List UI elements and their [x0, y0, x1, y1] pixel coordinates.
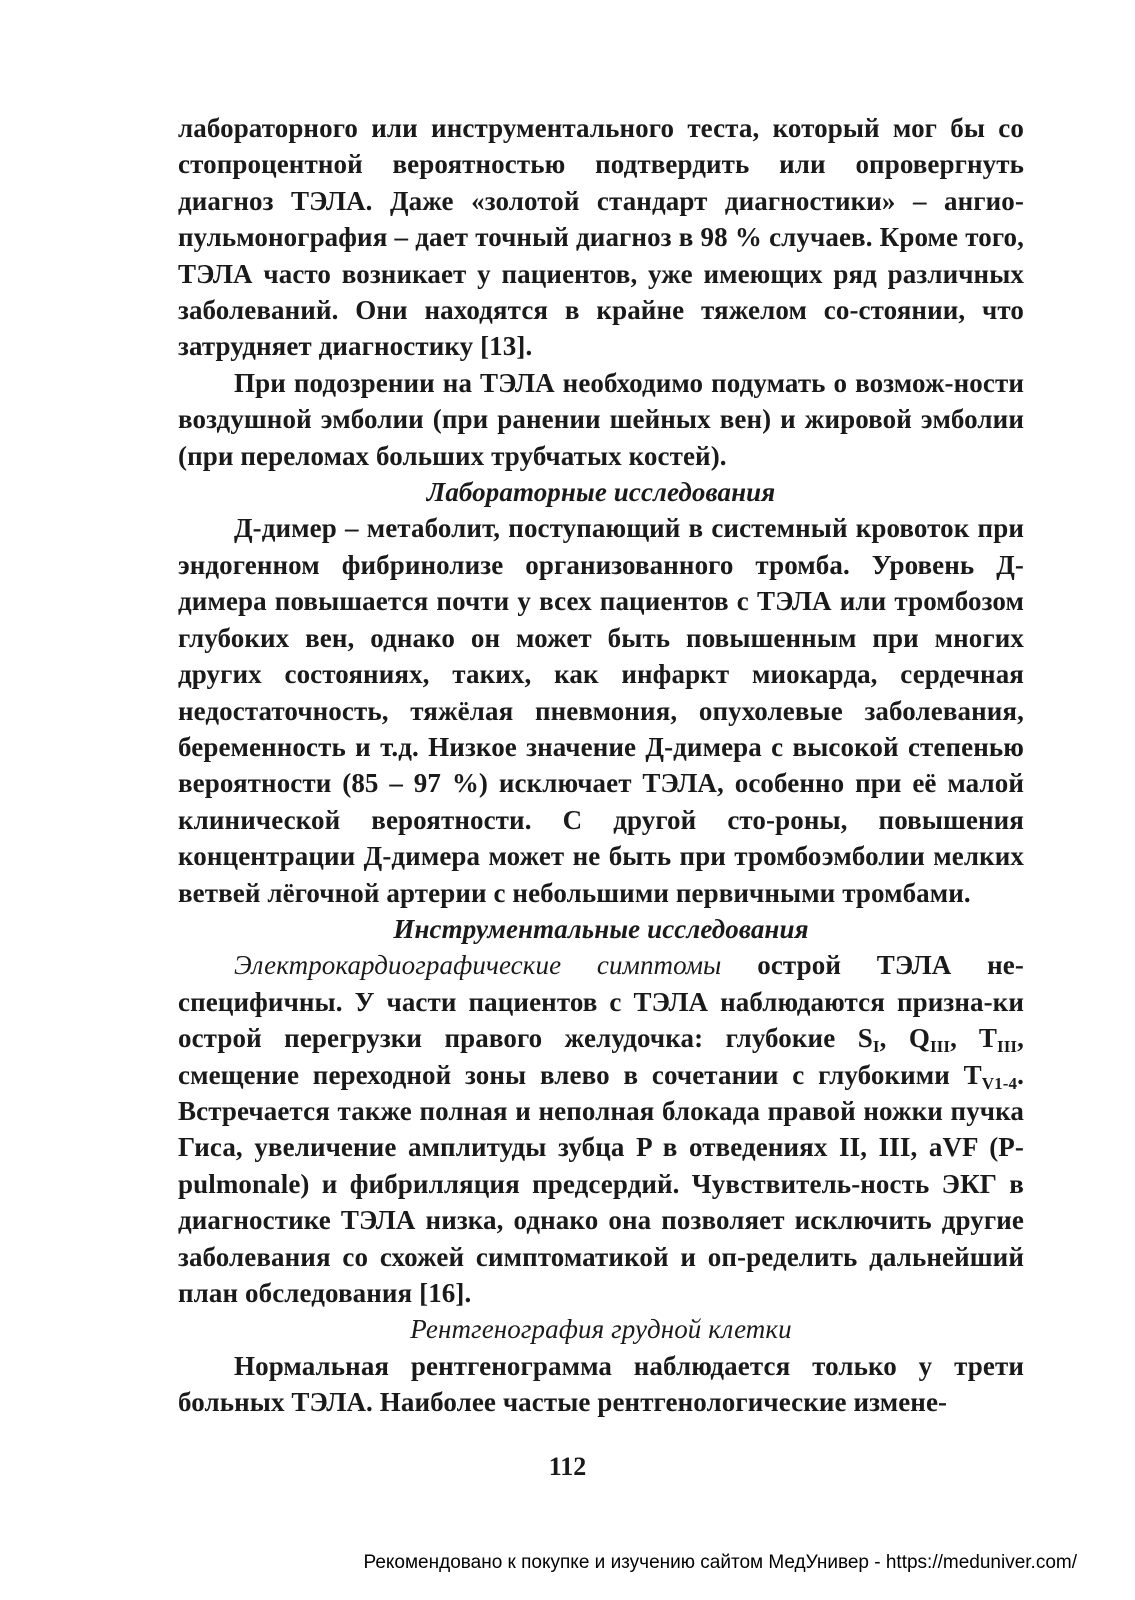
ecg-text-d: , смещение переходной зоны влево в сочетании с глубокими T	[178, 1023, 1024, 1090]
footer-watermark: Рекомендовано к покупке и изучению сайтом МедУнивер - https://meduniver.com/	[363, 1552, 1077, 1573]
ecg-text-c: , T	[950, 1023, 997, 1054]
ecg-text-e: . Встречается также полная и неполная блокада правой ножки пучка Гиса, увеличение амплитуды зубца P в отведениях II, III, aVF (P-pulmonale) и фибрилляция предсердий. Чувствитель-ность ЭКГ в диагностике ТЭЛА низка, однако она позволяет исключить другие заболевания со схожей симптоматикой и оп-ределить дальнейший план обследования [16].	[178, 1059, 1024, 1308]
subscript-s: I	[872, 1037, 880, 1057]
subscript-q: III	[929, 1037, 951, 1057]
page-number: 112	[548, 1452, 587, 1481]
paragraph-embolism: При подозрении на ТЭЛА необходимо подумать о возмож-ности воздушной эмболии (при ранении шейных вен) и жировой эмболии (при переломах больших трубчатых костей).	[178, 367, 1024, 471]
subscript-t3: III	[996, 1037, 1018, 1057]
paragraph-radiography: Нормальная рентгенограмма наблюдается только у трети больных ТЭЛА. Наиболее частые рентгенологические измене-	[178, 1350, 1024, 1418]
page-body	[178, 110, 1024, 1421]
paragraph-ecg	[178, 947, 1024, 1311]
ecg-text-b: , Q	[879, 1023, 930, 1054]
ecg-text-a: острой ТЭЛА не-специфичны. У части пациентов с ТЭЛА наблюдаются призна-ки острой перегрузки правого желудочка: глубокие S	[178, 950, 1024, 1054]
paragraph-d-dimer: Д-димер – метаболит, поступающий в системный кровоток при эндогенном фибринолизе организованного тромба. Уровень Д-димера повышается почти у всех пациентов с ТЭЛА или тромбозом глубоких вен, однако он может быть повышенным при многих других состояниях, таких, как инфаркт миокарда, сердечная недостаточность, тяжёлая пневмония, опухолевые заболевания, беременность и т.д. Низкое значение Д-димера с высокой степенью вероятности (85 – 97 %) исключает ТЭЛА, особенно при её малой клинической вероятности. С другой сто-роны, повышения концентрации Д-димера может не быть при тромбоэмболии мелких ветвей лёгочной артерии с небольшими первичными тромбами.	[178, 513, 1024, 908]
heading-instrumental: Инструментальные исследования	[393, 913, 809, 944]
heading-radiography: Рентгенография грудной клетки	[410, 1314, 792, 1345]
subscript-tv: V1-4	[981, 1073, 1018, 1093]
heading-laboratory: Лабораторные исследования	[426, 477, 776, 508]
ecg-lead-term: Электрокардиографические симптомы	[234, 950, 722, 981]
paragraph-continuation: лабораторного или инструментального теста, который мог бы со стопроцентной вероятностью подтвердить или опровергнуть диагноз ТЭЛА. Даже «золотой стандарт диагностики» – ангио-пульмонография – дает точный диагноз в 98 % случаев. Кроме того, ТЭЛА часто возникает у пациентов, уже имеющих ряд различных заболеваний. Они находятся в крайне тяжелом со-стоянии, что затрудняет диагностику [13].	[178, 113, 1024, 362]
